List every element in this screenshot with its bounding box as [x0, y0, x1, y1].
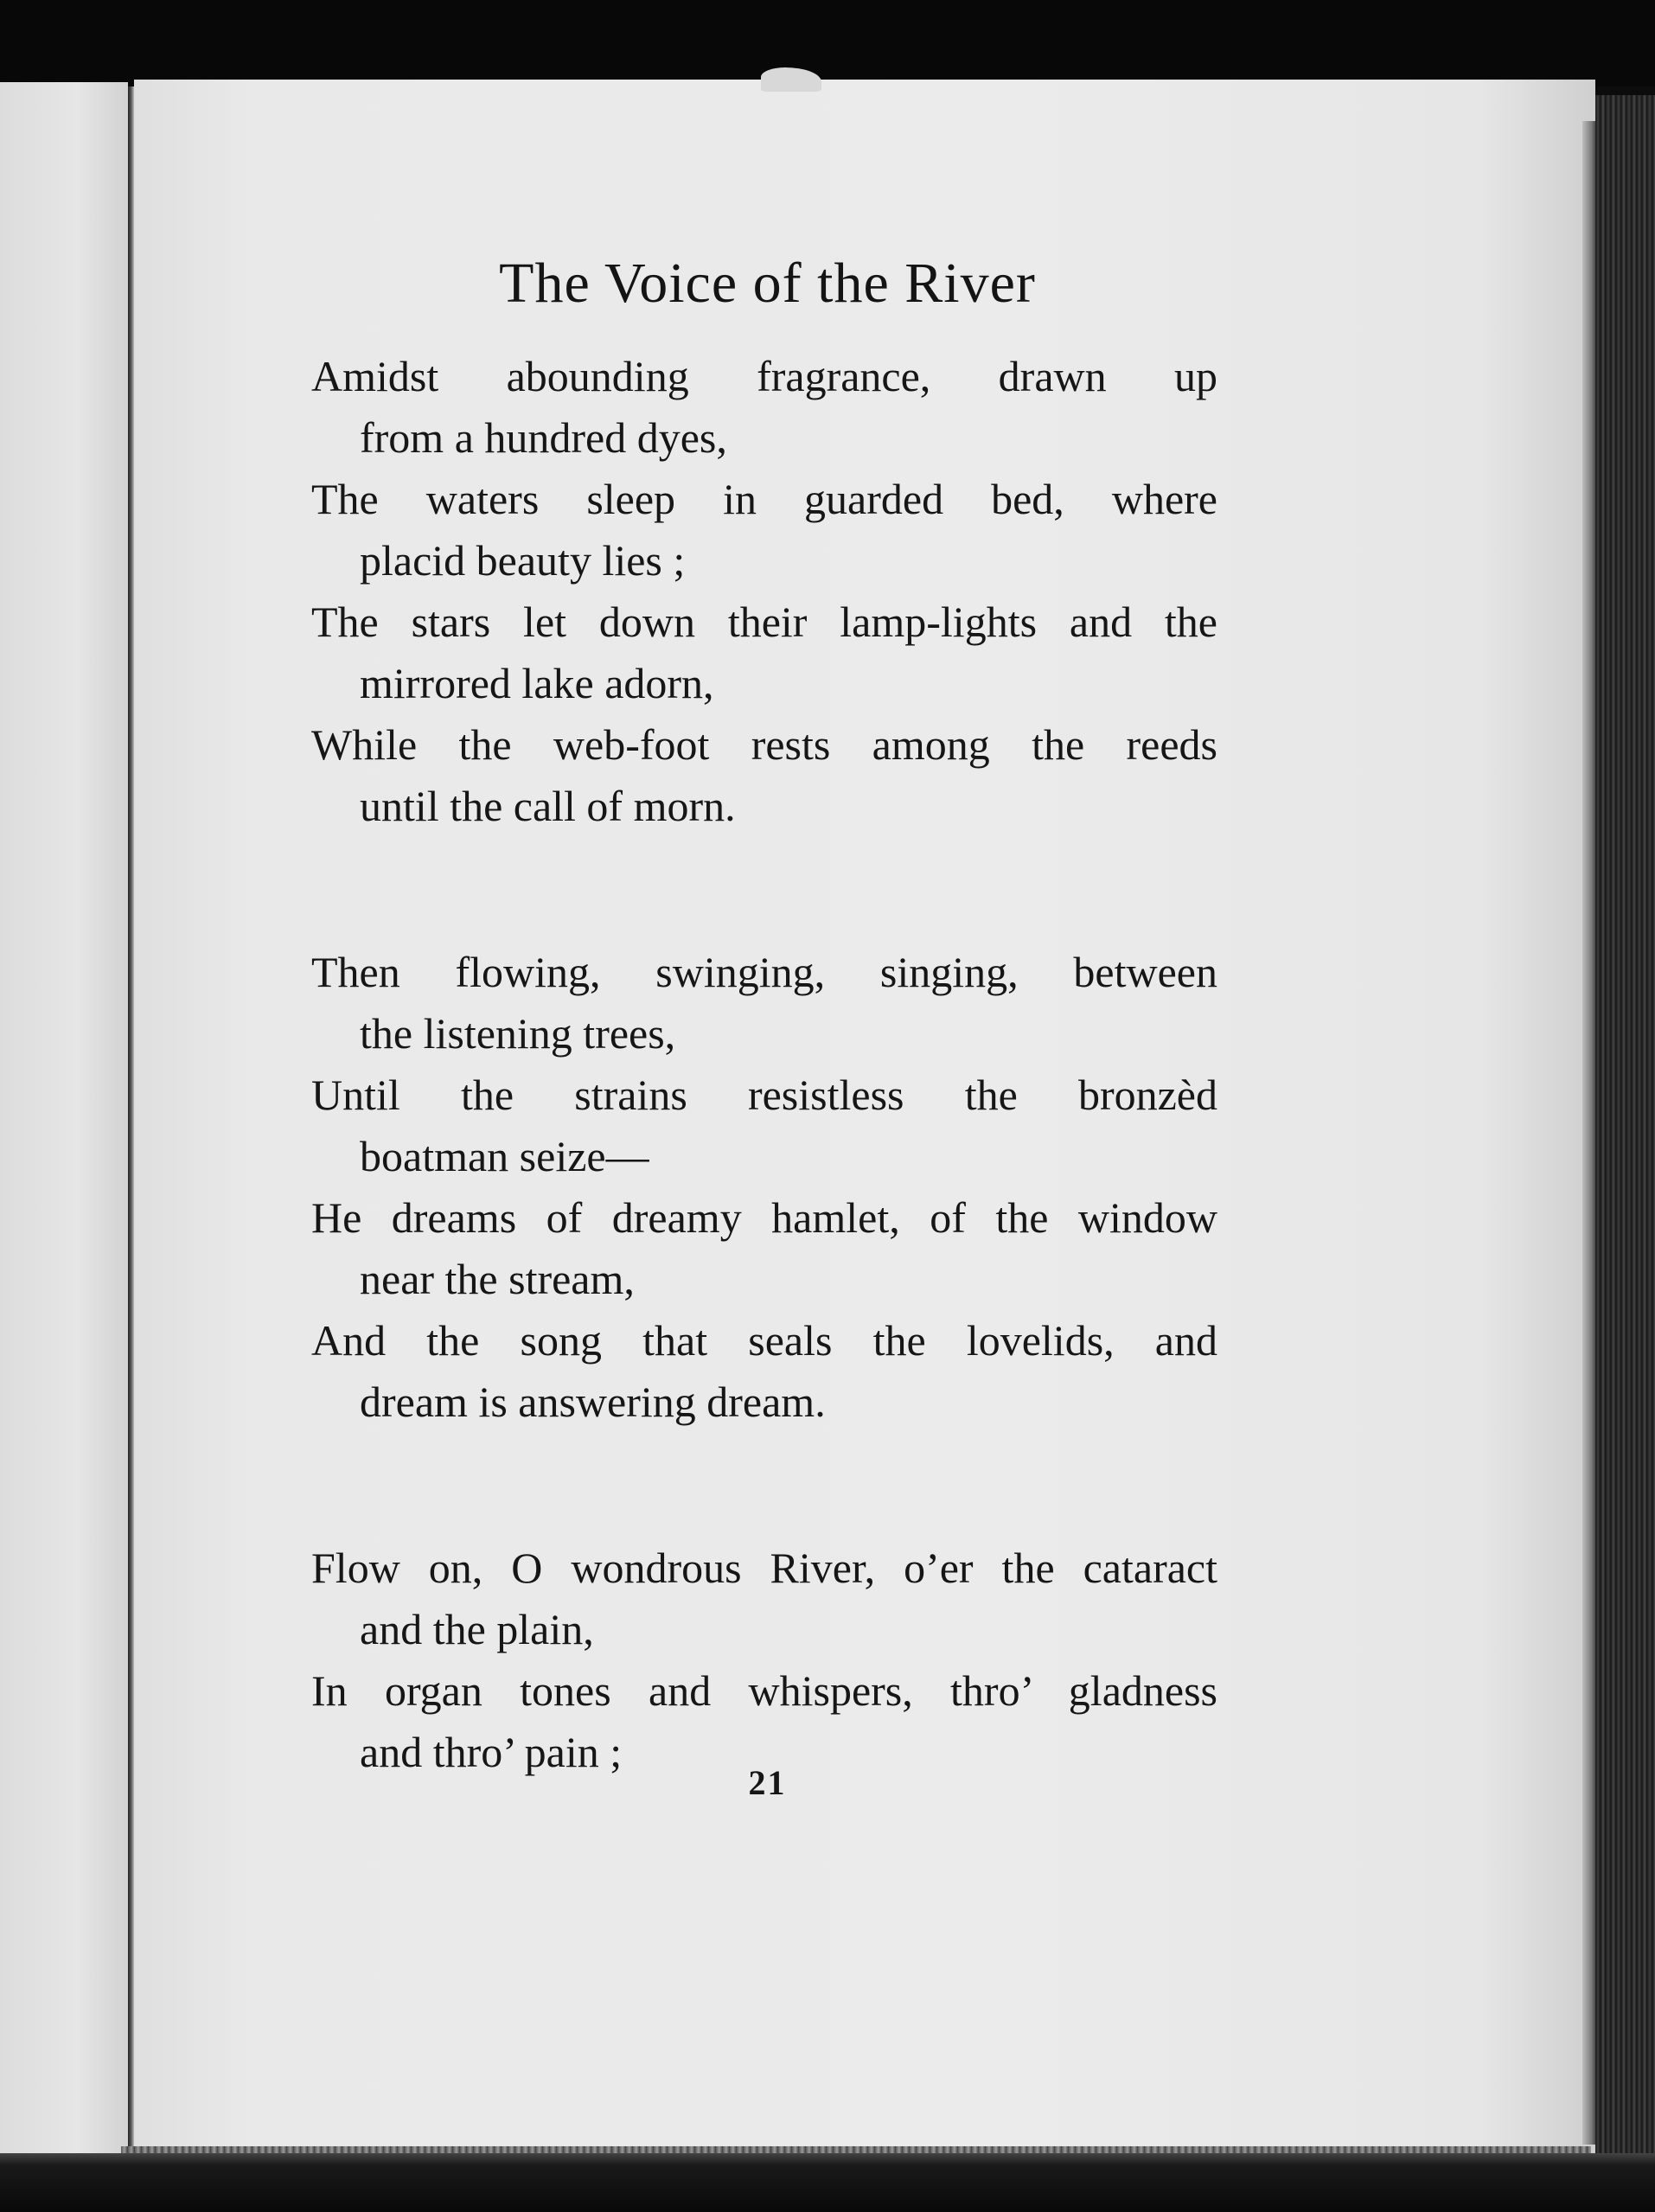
poem-line: Flow on, O wondrous River, o’er the cataract	[311, 1544, 1217, 1592]
page-number: 21	[748, 1763, 787, 1802]
poem-line-continuation: near the stream,	[360, 1255, 635, 1303]
poem-line: In organ tones and whispers, thro’ gladness	[311, 1666, 1217, 1715]
scan-bottom-border	[0, 2153, 1655, 2212]
poem-line: Then flowing, swinging, singing, between	[311, 948, 1217, 996]
poem-body	[311, 346, 1217, 1783]
poem-title: The Voice of the River	[499, 252, 1036, 315]
poem-line: Amidst abounding fragrance, drawn up	[311, 352, 1217, 400]
poem-line-continuation: until the call of morn.	[360, 782, 736, 830]
facing-page-edge	[0, 82, 128, 2153]
poem-line-continuation: placid beauty lies ;	[360, 536, 686, 585]
poem-line-continuation: and thro’ pain ;	[360, 1728, 623, 1776]
poem-line: Until the strains resistless the bronzèd	[311, 1071, 1217, 1119]
stanza-1	[311, 346, 1217, 837]
poem-line: He dreams of dreamy hamlet, of the window	[311, 1193, 1217, 1242]
stanza-3	[311, 1538, 1217, 1783]
poem-line-continuation: from a hundred dyes,	[360, 413, 727, 462]
poem-line: The stars let down their lamp-lights and the	[311, 598, 1217, 646]
book-gutter	[128, 86, 134, 2153]
poem-line-continuation: dream is answering dream.	[360, 1378, 826, 1426]
stanza-2	[311, 942, 1217, 1433]
poem-line: While the web-foot rests among the reeds	[311, 720, 1217, 769]
poem-line: And the song that seals the lovelids, and	[311, 1316, 1217, 1365]
scan-top-border	[0, 0, 1655, 86]
poem-line-continuation: boatman seize—	[360, 1132, 649, 1180]
page-stack-edge	[1595, 95, 1655, 2153]
poem-line-continuation: the listening trees,	[360, 1009, 676, 1058]
poem-line: The waters sleep in guarded bed, where	[311, 475, 1217, 523]
poem-line-continuation: mirrored lake adorn,	[360, 659, 714, 707]
poem-line-continuation: and the plain,	[360, 1605, 594, 1653]
